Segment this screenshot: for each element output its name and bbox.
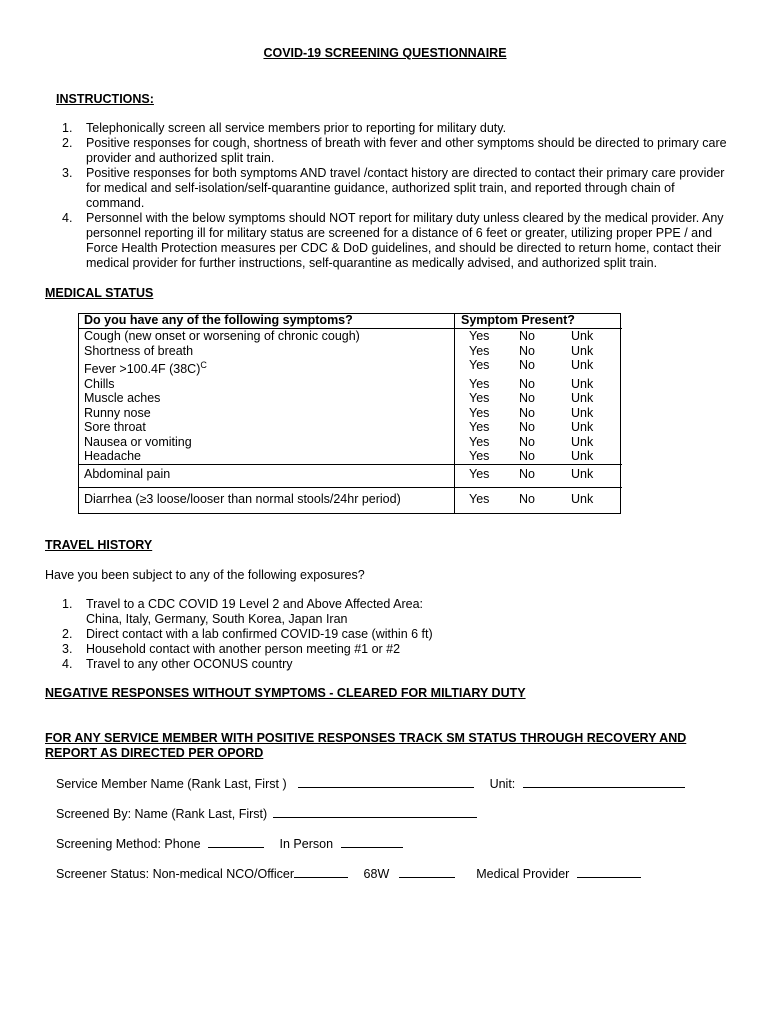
table-row: Shortness of breath Yes No Unk: [78, 344, 622, 359]
screening-method-row: [56, 835, 403, 851]
table-row: Cough (new onset or worsening of chronic cough) Yes No Unk: [78, 329, 622, 344]
table-row: Runny nose Yes No Unk: [78, 406, 622, 421]
no-option[interactable]: No: [519, 466, 535, 481]
yes-option[interactable]: Yes: [469, 449, 490, 464]
68w-label: 68W: [363, 867, 390, 881]
nco-officer-field[interactable]: [294, 865, 348, 878]
no-option[interactable]: No: [519, 449, 535, 464]
table-row: Headache Yes No Unk: [78, 449, 622, 464]
screened-by-row: [56, 805, 477, 821]
yes-option[interactable]: Yes: [469, 358, 490, 372]
no-option[interactable]: No: [519, 343, 535, 358]
screened-by-label: Screened By: Name (Rank Last, First): [56, 807, 268, 821]
unit-field[interactable]: [523, 775, 685, 788]
medical-provider-field[interactable]: [577, 865, 641, 878]
service-member-name-row: [56, 775, 685, 791]
travel-list: [58, 597, 728, 672]
no-option[interactable]: No: [519, 434, 535, 449]
page-title: COVID-19 SCREENING QUESTIONNAIRE: [263, 46, 507, 60]
unk-option[interactable]: Unk: [571, 434, 594, 449]
yes-option[interactable]: Yes: [469, 329, 490, 343]
yes-option[interactable]: Yes: [469, 420, 490, 435]
phone-field[interactable]: [208, 835, 264, 848]
unk-option[interactable]: Unk: [571, 376, 594, 391]
table-row: Fever >100.4F $(38C)^C$ Yes No Unk: [78, 358, 622, 377]
unk-option[interactable]: Unk: [571, 466, 594, 481]
68w-field[interactable]: [399, 865, 455, 878]
table-row: Muscle aches Yes No Unk: [78, 391, 622, 406]
table-row: Nausea or vomiting Yes No Unk: [78, 435, 622, 450]
travel-question: Have you been subject to any of the following exposures?: [45, 568, 365, 582]
symptom-table: [78, 313, 622, 513]
list-item: 2. Positive responses for cough, shortness of breath with fever and other symptoms should be directed to primary care provider and authorized split train.: [62, 136, 727, 165]
table-row: Chills Yes No Unk: [78, 377, 622, 392]
list-item: 1. Travel to a CDC COVID 19 Level 2 and Above Affected Area: China, Italy, Germany, South Korea, Japan Iran: [62, 597, 423, 626]
no-option[interactable]: No: [519, 376, 535, 391]
yes-option[interactable]: Yes: [469, 376, 490, 391]
unit-label: Unit:: [489, 777, 516, 791]
no-option[interactable]: No: [519, 420, 535, 435]
table-row: Abdominal pain Yes No Unk: [78, 464, 622, 488]
screened-by-field[interactable]: [273, 805, 477, 818]
sm-name-field[interactable]: [298, 775, 474, 788]
unk-option[interactable]: Unk: [571, 449, 594, 464]
in-person-label: In Person: [279, 837, 334, 851]
no-option[interactable]: No: [519, 358, 535, 372]
no-option[interactable]: No: [519, 329, 535, 343]
unk-option[interactable]: Unk: [571, 343, 594, 358]
fever-superscript: C: [200, 360, 207, 370]
yes-option[interactable]: Yes: [469, 391, 490, 406]
list-item: 2. Direct contact with a lab confirmed COVID-19 case (within 6 ft): [62, 627, 433, 641]
yes-option[interactable]: Yes: [469, 405, 490, 420]
no-option[interactable]: No: [519, 492, 535, 507]
negative-responses-note: NEGATIVE RESPONSES WITHOUT SYMPTOMS - CLEARED FOR MILTIARY DUTY: [45, 686, 526, 700]
positive-responses-note: FOR ANY SERVICE MEMBER WITH POSITIVE RESPONSES TRACK SM STATUS THROUGH RECOVERY AND REPORT AS DIRECTED PER OPORD: [45, 731, 687, 760]
medical-provider-label: Medical Provider: [476, 867, 570, 881]
instructions-heading: INSTRUCTIONS:: [56, 92, 154, 106]
list-item: 4. Travel to any other OCONUS country: [62, 657, 293, 671]
medical-status-heading: MEDICAL STATUS: [45, 286, 154, 300]
list-item: 4. Personnel with the below symptoms should NOT report for military duty unless cleared by the medical provider. Any personnel reporting ill for military status are screened for a distance of 6 feet or greater, utilizing proper PPE / and Force Health Protection measures per CDC & DoD guidelines, and should be directed to return home, contact their medical provider for further instructions, self-quarantine as medically advised, and authorized split train.: [62, 211, 724, 270]
instructions-list: [58, 121, 728, 271]
no-option[interactable]: No: [519, 391, 535, 406]
screening-method-label: Screening Method: Phone: [56, 837, 201, 851]
travel-history-heading: TRAVEL HISTORY: [45, 538, 153, 552]
yes-option[interactable]: Yes: [469, 434, 490, 449]
sm-name-label: Service Member Name (Rank Last, First ): [56, 777, 287, 791]
yes-option[interactable]: Yes: [469, 343, 490, 358]
list-item: 3. Household contact with another person meeting #1 or #2: [62, 642, 401, 656]
unk-option[interactable]: Unk: [571, 420, 594, 435]
unk-option[interactable]: Unk: [571, 405, 594, 420]
unk-option[interactable]: Unk: [571, 329, 594, 343]
screener-status-row: [56, 865, 641, 881]
yes-option[interactable]: Yes: [469, 466, 490, 481]
yes-option[interactable]: Yes: [469, 492, 490, 507]
list-item: 3. Positive responses for both symptoms AND travel /contact history are directed to contact their primary care provider for medical and self-isolation/self-quarantine guidance, authorized split train, and reported through chain of command.: [62, 166, 725, 210]
table-header-row: [78, 313, 622, 329]
col-question-header: Do you have any of the following symptoms?: [78, 313, 455, 329]
no-option[interactable]: No: [519, 405, 535, 420]
list-item: 1. Telephonically screen all service members prior to reporting for military duty.: [62, 121, 507, 135]
screener-status-label: Screener Status: Non-medical NCO/Officer: [56, 867, 295, 881]
col-present-header: Symptom Present?: [455, 313, 623, 329]
in-person-field[interactable]: [341, 835, 403, 848]
table-row: Diarrhea (≥3 loose/looser than normal stools/24hr period) Yes No Unk: [78, 488, 622, 513]
unk-option[interactable]: Unk: [571, 391, 594, 406]
table-row: Sore throat Yes No Unk: [78, 420, 622, 435]
unk-option[interactable]: Unk: [571, 492, 594, 507]
unk-option[interactable]: Unk: [571, 358, 594, 372]
